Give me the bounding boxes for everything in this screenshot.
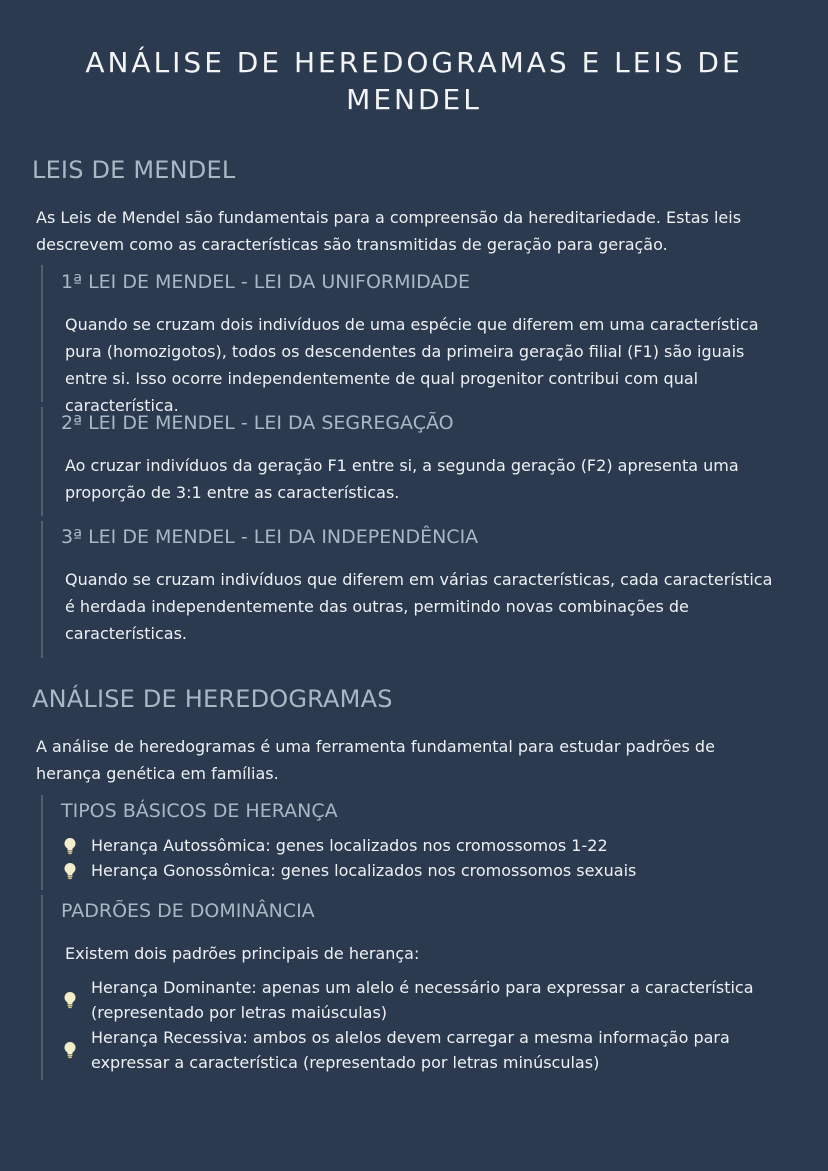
law-text-1: Quando se cruzam dois indivíduos de uma espécie que diferem em uma característica pura (homozigotos), todos os descendentes da primeira geração filial (F1) são iguais entre si. Isso ocorre independentemente de qual progenitor contribui com qual característica.	[65, 315, 759, 415]
lightbulb-icon	[63, 862, 77, 880]
law-block-1	[41, 265, 759, 415]
law-heading-3: 3ª LEI DE MENDEL - LEI DA INDEPENDÊNCIA	[61, 526, 479, 548]
list-item	[61, 833, 761, 858]
inheritance-types-list	[61, 833, 761, 883]
dominance-patterns-intro: Existem dois padrões principais de herança:	[65, 944, 420, 963]
document-title: ANÁLISE DE HEREDOGRAMAS E LEIS DE MENDEL	[85, 46, 743, 116]
list-item	[61, 858, 761, 883]
list-item-text: Herança Gonossômica: genes localizados nos cromossomos sexuais	[91, 861, 637, 880]
section-heading-mendel: LEIS DE MENDEL	[32, 156, 236, 184]
list-item	[61, 975, 761, 1025]
lightbulb-icon	[63, 837, 77, 855]
section-heading-pedigree: ANÁLISE DE HEREDOGRAMAS	[32, 685, 393, 713]
law-text-3: Quando se cruzam indivíduos que diferem em várias características, cada característica é herdada independentemente das outras, permitindo novas combinações de características.	[65, 570, 773, 643]
law-heading-1: 1ª LEI DE MENDEL - LEI DA UNIFORMIDADE	[61, 271, 471, 293]
pedigree-intro: A análise de heredogramas é uma ferramenta fundamental para estudar padrões de herança genética em famílias.	[36, 737, 715, 783]
lightbulb-icon	[63, 991, 77, 1009]
inheritance-types-block	[41, 795, 637, 890]
list-item-text: Herança Recessiva: ambos os alelos devem carregar a mesma informação para expressar a característica (representado por letras minúsculas)	[91, 1028, 730, 1072]
law-block-3	[41, 521, 773, 658]
list-item-text: Herança Autossômica: genes localizados nos cromossomos 1-22	[91, 836, 608, 855]
inheritance-types-heading: TIPOS BÁSICOS DE HERANÇA	[61, 800, 338, 822]
lightbulb-icon	[63, 1041, 77, 1059]
list-item	[61, 1025, 761, 1075]
law-text-2: Ao cruzar indivíduos da geração F1 entre si, a segunda geração (F2) apresenta uma proporção de 3:1 entre as características.	[65, 456, 739, 502]
list-item-text: Herança Dominante: apenas um alelo é necessário para expressar a característica (representado por letras maiúsculas)	[91, 978, 754, 1022]
law-block-2	[41, 407, 739, 516]
mendel-intro: As Leis de Mendel são fundamentais para a compreensão da hereditariedade. Estas leis descrevem como as características são transmitidas de geração para geração.	[36, 208, 742, 254]
dominance-patterns-list	[61, 975, 761, 1075]
dominance-patterns-heading: PADRÕES DE DOMINÂNCIA	[61, 900, 315, 922]
law-heading-2: 2ª LEI DE MENDEL - LEI DA SEGREGAÇÃO	[61, 412, 454, 434]
dominance-patterns-block	[41, 895, 754, 1080]
